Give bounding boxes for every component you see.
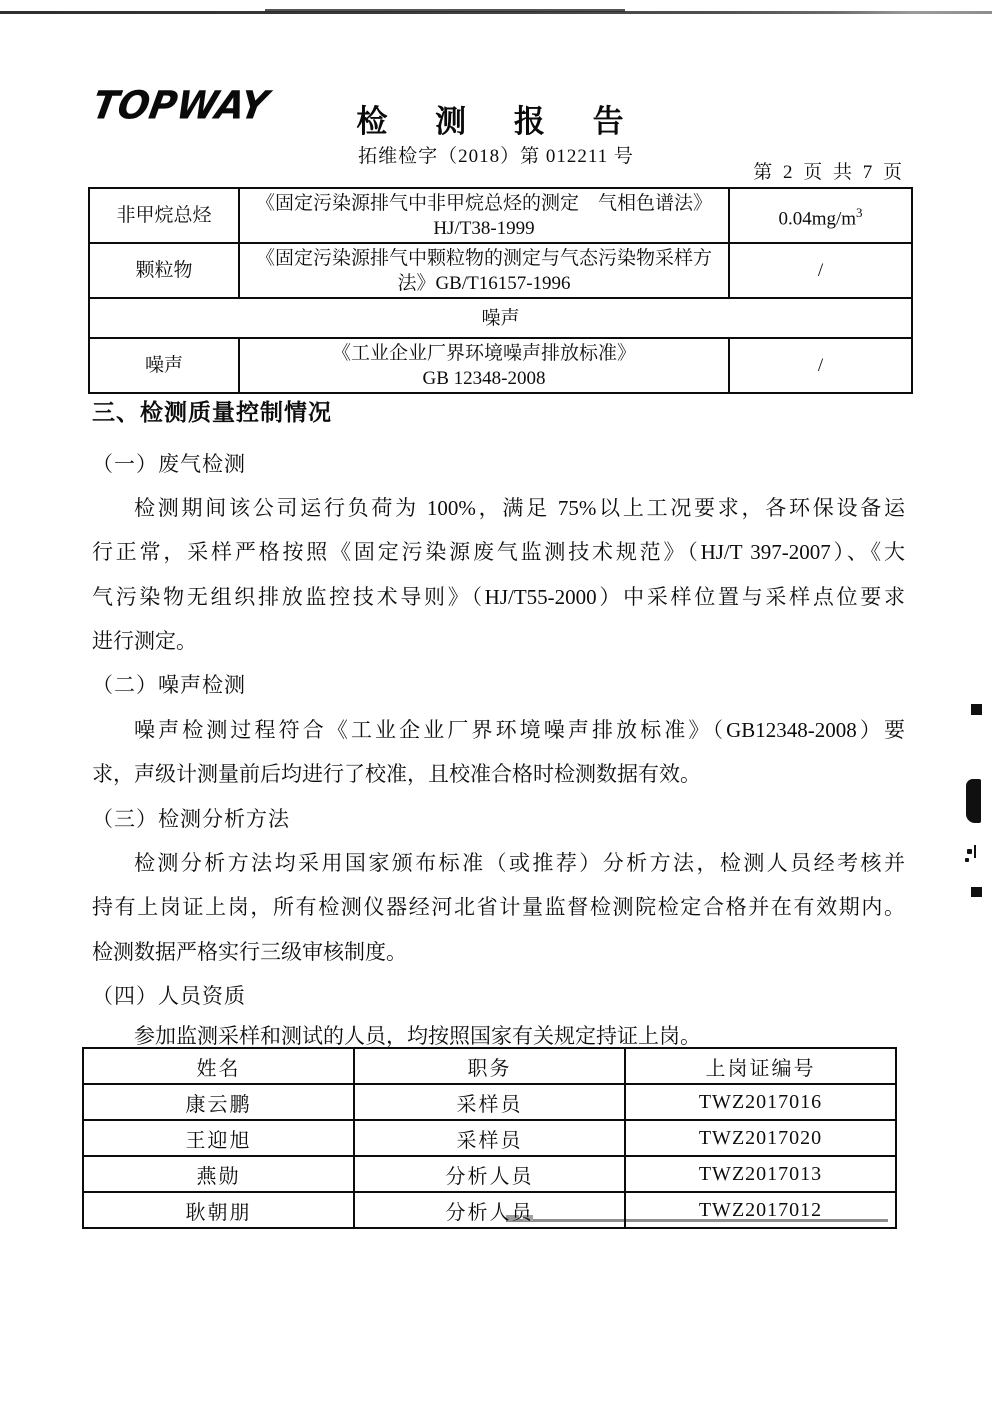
report-number: 拓维检字（2018）第 012211 号 <box>358 146 634 167</box>
report-title: 检 测 报 告 <box>356 104 636 139</box>
col-header-name: 姓名 <box>83 1048 354 1084</box>
personnel-table <box>82 1047 897 1229</box>
paragraph-line: 参加监测采样和测试的人员，均按照国家有关规定持证上岗。 <box>134 1024 701 1048</box>
personnel-header-row <box>83 1048 896 1084</box>
person-cert-cell: TWZ2017012 <box>625 1192 896 1228</box>
person-duty-cell: 分析人员 <box>354 1156 625 1192</box>
noise-group-header: 噪声 <box>89 298 912 338</box>
scan-artifact-square-2 <box>971 887 982 897</box>
scan-artifact-tick <box>974 845 976 858</box>
person-row <box>83 1120 896 1156</box>
person-name-cell: 康云鹏 <box>83 1084 354 1120</box>
person-row <box>83 1192 896 1228</box>
paragraph-line: 求，声级计测量前后均进行了校准，且校准合格时检测数据有效。 <box>92 762 701 786</box>
method-standard-line2: 法》GB/T16157-1996 <box>397 272 571 294</box>
scan-artifact-dot-1 <box>967 849 972 854</box>
subsection-2-title: （二）噪声检测 <box>92 673 246 697</box>
pollutant-name-cell: 非甲烷总烃 <box>89 188 239 243</box>
person-cert-cell: TWZ2017020 <box>625 1120 896 1156</box>
paragraph-line: 检测分析方法均采用国家颁布标准（或推荐）分析方法，检测人员经考核并 <box>134 851 905 875</box>
scan-artifact-top-line-dark <box>265 9 625 12</box>
result-value: 0.04mg/m <box>778 208 857 230</box>
col-header-duty: 职务 <box>354 1048 625 1084</box>
method-standard-line1: 《固定污染源排气中非甲烷总烃的测定 气相色谱法》 <box>255 192 712 214</box>
pollutant-name-cell: 噪声 <box>89 338 239 393</box>
method-row <box>89 188 912 243</box>
topway-logo: TOPWAY <box>89 82 272 129</box>
section-heading: 三、检测质量控制情况 <box>92 400 332 425</box>
group-header-row <box>89 298 912 338</box>
pollutant-name-cell: 颗粒物 <box>89 243 239 298</box>
method-standard-line2: HJ/T38-1999 <box>433 217 535 239</box>
method-row <box>89 243 912 298</box>
result-value-exponent: 3 <box>856 204 863 220</box>
paragraph-line: 气污染物无组织排放监控技术导则》（HJ/T55-2000）中采样位置与采样点位要求 <box>92 585 905 609</box>
method-standard-line1: 《工业企业厂界环境噪声排放标准》 <box>331 342 636 364</box>
person-name-cell: 耿朝朋 <box>83 1192 354 1228</box>
person-name-cell: 王迎旭 <box>83 1120 354 1156</box>
result-value-cell: / <box>729 338 912 393</box>
person-cert-cell: TWZ2017013 <box>625 1156 896 1192</box>
col-header-cert: 上岗证编号 <box>625 1048 896 1084</box>
person-name-cell: 燕勋 <box>83 1156 354 1192</box>
method-standard-line2: GB 12348-2008 <box>422 367 546 389</box>
subsection-1-title: （一）废气检测 <box>92 452 246 476</box>
paragraph-line: 检测期间该公司运行负荷为 100%，满足 75%以上工况要求，各环保设备运 <box>134 496 905 520</box>
person-duty-cell: 采样员 <box>354 1084 625 1120</box>
paragraph-line: 进行测定。 <box>92 629 197 653</box>
paragraph-line: 噪声检测过程符合《工业企业厂界环境噪声排放标准》（GB12348-2008）要 <box>134 718 905 742</box>
paragraph-line: 持有上岗证上岗，所有检测仪器经河北省计量监督检测院检定合格并在有效期内。 <box>92 895 905 919</box>
subsection-4-title: （四）人员资质 <box>92 984 246 1008</box>
method-row <box>89 338 912 393</box>
person-duty-cell: 采样员 <box>354 1120 625 1156</box>
person-duty-cell: 分析人员 <box>354 1192 625 1228</box>
method-standard-cell <box>239 188 729 243</box>
method-standard-cell <box>239 243 729 298</box>
person-row <box>83 1084 896 1120</box>
paragraph-line: 行正常，采样严格按照《固定污染源废气监测技术规范》（HJ/T 397-2007）、《大 <box>92 540 905 564</box>
result-value-cell <box>729 188 912 243</box>
person-cert-cell: TWZ2017016 <box>625 1084 896 1120</box>
page-indicator: 第 2 页 共 7 页 <box>753 162 905 183</box>
subsection-3-title: （三）检测分析方法 <box>92 807 290 831</box>
method-standard-cell <box>239 338 729 393</box>
result-value-cell: / <box>729 243 912 298</box>
person-row <box>83 1156 896 1192</box>
methods-table <box>88 187 913 394</box>
paragraph-line: 检测数据严格实行三级审核制度。 <box>92 940 407 964</box>
scan-artifact-blob <box>966 779 981 823</box>
scan-artifact-square-1 <box>971 704 982 715</box>
scan-artifact-dot-2 <box>965 858 969 862</box>
method-standard-line1: 《固定污染源排气中颗粒物的测定与气态污染物采样方 <box>255 247 712 269</box>
